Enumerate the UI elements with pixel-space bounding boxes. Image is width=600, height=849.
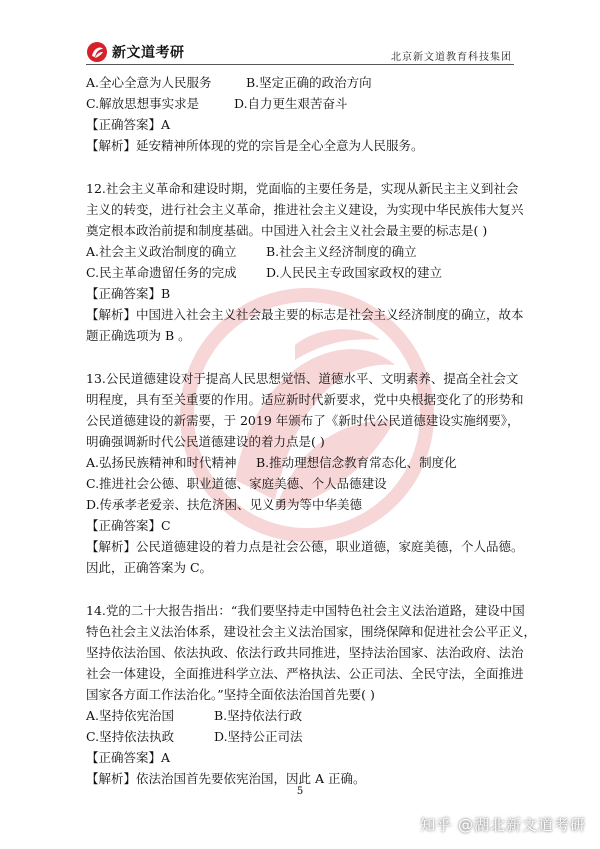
brand-name: 新文道考研 <box>112 45 185 61</box>
option-d: D.坚持公正司法 <box>214 729 303 744</box>
options-row <box>86 72 526 93</box>
option-c: C.坚持依法执政 <box>86 729 175 744</box>
options-row <box>86 262 526 283</box>
option-c: C.推进社会公德、职业道德、家庭美德、个人品德建设 <box>86 476 387 491</box>
question-stem: 主义的转变，进行社会主义革命，推进社会主义建设，为实现中华民族伟大复兴 <box>86 202 524 217</box>
correct-answer: 【正确答案】A <box>86 117 171 132</box>
question-stem: 公民道德建设的新需要，于 2019 年颁布了《新时代公民道德建设实施纲要》， <box>86 413 520 428</box>
question-stem: 坚持依法治国、依法执政、依法行政共同推进，坚持法治国家、法治政府、法治 <box>86 645 524 660</box>
analysis: 【解析】延安精神所体现的党的宗旨是全心全意为人民服务。 <box>86 138 424 153</box>
brand-logo-icon <box>86 41 108 63</box>
correct-answer: 【正确答案】B <box>86 286 171 301</box>
option-c: C.民主革命遗留任务的完成 <box>86 265 237 280</box>
option-a: A.弘扬民族精神和时代精神 <box>86 455 237 470</box>
option-a: A.全心全意为人民服务 <box>86 75 212 90</box>
question-stem: 特色社会主义法治体系，建设社会主义法治国家，围绕保障和促进社会公平正义， <box>86 624 537 639</box>
option-a: A.社会主义政治制度的确立 <box>86 244 237 259</box>
brand-logo <box>86 41 185 63</box>
option-c: C.解放思想事实求是 <box>86 96 200 111</box>
question-stem: 明确强调新时代公民道德建设的着力点是( ) <box>86 434 325 449</box>
question-stem: 14.党的二十大报告指出：“我们要坚持走中国特色社会主义法治道路，建设中国 <box>86 603 525 618</box>
organization-name: 北京新文道教育科技集团 <box>391 52 512 63</box>
page-number: 5 <box>296 786 304 797</box>
option-d: D.传承孝老爱亲、扶危济困、见义勇为等中华美德 <box>86 497 363 512</box>
question-stem: 明程度，具有至关重要的作用。适应新时代新要求，党中央根据变化了的形势和 <box>86 392 524 407</box>
options-row <box>86 93 526 114</box>
zhihu-watermark: 知乎 @湖北新文道考研 <box>420 816 586 834</box>
option-d: D.自力更生艰苦奋斗 <box>234 96 348 111</box>
question-stem: 奠定根本政治前提和制度基础。中国进入社会主义社会最主要的标志是( ) <box>86 223 488 238</box>
question-stem: 社会一体建设，全面推进科学立法、严格执法、公正司法、全民守法，全面推进 <box>86 666 524 681</box>
options-row <box>86 705 526 726</box>
option-a: A.坚持依宪治国 <box>86 708 175 723</box>
document-content <box>86 72 537 789</box>
option-b: B.社会主义经济制度的确立 <box>266 244 417 259</box>
option-b: B.推动理想信念教育常态化、制度化 <box>256 455 457 470</box>
analysis: 【解析】中国进入社会主义社会最主要的标志是社会主义经济制度的确立，故本 <box>86 307 524 322</box>
page-header <box>86 38 514 65</box>
question-stem: 13.公民道德建设对于提高人民思想觉悟、道德水平、文明素养、提高全社会文 <box>86 371 519 386</box>
analysis: 题正确选项为 B 。 <box>86 328 191 343</box>
analysis: 因此，正确答案为 C。 <box>86 560 213 575</box>
option-d: D.人民民主专政国家政权的建立 <box>266 265 443 280</box>
option-b: B.坚持依法行政 <box>214 708 303 723</box>
analysis: 【解析】依法治国首先要依宪治国，因此 A 正确。 <box>86 771 366 786</box>
option-b: B.坚定正确的政治方向 <box>246 75 372 90</box>
correct-answer: 【正确答案】C <box>86 518 171 533</box>
analysis: 【解析】公民道德建设的着力点是社会公德，职业道德，家庭美德，个人品德。 <box>86 539 524 554</box>
options-row <box>86 452 526 473</box>
options-row <box>86 241 526 262</box>
question-stem: 12.社会主义革命和建设时期，党面临的主要任务是，实现从新民主主义到社会 <box>86 181 519 196</box>
options-row <box>86 726 526 747</box>
correct-answer: 【正确答案】A <box>86 750 171 765</box>
question-stem: 国家各方面工作法治化。”坚持全面依法治国首先要( ) <box>86 687 375 702</box>
